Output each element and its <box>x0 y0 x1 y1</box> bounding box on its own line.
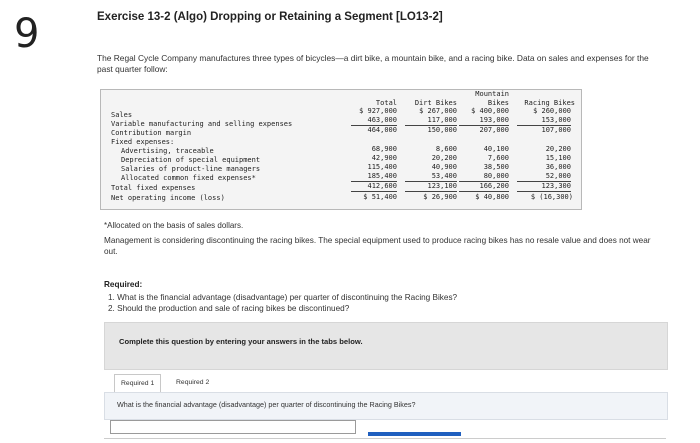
cell-mountain: 38,500 <box>483 163 509 171</box>
required-item-2: 2. Should the production and sale of racing bikes be discontinued? <box>108 304 350 313</box>
row-label: Advertising, traceable <box>121 147 214 155</box>
cell-dirt: 117,000 <box>405 116 457 126</box>
cell-racing: $ (16,300) <box>530 193 573 201</box>
cell-racing: 20,200 <box>545 145 571 153</box>
header-mountain-bottom: Bikes <box>487 99 509 107</box>
row-label: Total fixed expenses <box>111 184 196 192</box>
row-label: Net operating income (loss) <box>111 194 225 202</box>
cell-racing: 107,000 <box>541 126 571 134</box>
answer-label-field[interactable] <box>110 420 328 434</box>
tab-bar <box>104 374 666 393</box>
header-total: Total <box>375 99 397 107</box>
cell-dirt: 8,600 <box>435 145 457 153</box>
cell-mountain: 166,200 <box>459 182 509 192</box>
cell-mountain: 40,100 <box>483 145 509 153</box>
cell-mountain: 7,600 <box>487 154 509 162</box>
answer-value-field[interactable] <box>325 420 356 434</box>
intro-text: The Regal Cycle Company manufactures three types of bicycles—a dirt bike, a mountain bike, and a racing bike. Data on sales and expenses for the past quarter follow: <box>97 53 649 74</box>
scroll-indicator <box>368 432 461 436</box>
cell-total: 115,400 <box>367 163 397 171</box>
row-label: Depreciation of special equipment <box>121 156 261 164</box>
header-dirt: Dirt Bikes <box>414 99 457 107</box>
cell-mountain: 193,000 <box>459 116 509 126</box>
required-heading: Required: <box>104 280 143 289</box>
exercise-title: Exercise 13-2 (Algo) Dropping or Retaining a Segment [LO13-2] <box>97 11 443 23</box>
data-table <box>100 89 582 210</box>
cell-dirt: 150,000 <box>427 126 457 134</box>
tab-required-1[interactable]: Required 1 <box>114 374 161 393</box>
cell-racing: 36,000 <box>545 163 571 171</box>
cell-dirt: 53,400 <box>405 172 457 182</box>
row-label: Allocated common fixed expenses* <box>121 174 256 182</box>
cell-racing: 15,100 <box>545 154 571 162</box>
instruction-panel <box>104 322 668 370</box>
divider <box>104 438 666 439</box>
cell-total: 463,000 <box>351 116 397 126</box>
cell-total: 412,600 <box>351 182 397 192</box>
cell-dirt: $ 267,000 <box>419 107 457 115</box>
cell-total: $ 927,000 <box>359 107 397 115</box>
cell-total: 68,900 <box>371 145 397 153</box>
cell-dirt: $ 26,900 <box>423 193 457 201</box>
required-item-1: 1. What is the financial advantage (disadvantage) per quarter of discontinuing the Racing Bikes? <box>108 293 458 302</box>
cell-mountain: $ 40,800 <box>475 193 509 201</box>
question-prompt-panel <box>104 392 668 420</box>
cell-total: $ 51,400 <box>363 193 397 201</box>
row-label: Sales <box>111 111 133 119</box>
cell-racing: 123,300 <box>517 182 571 192</box>
cell-total: 185,400 <box>351 172 397 182</box>
cell-total: 464,000 <box>367 126 397 134</box>
header-racing: Racing Bikes <box>524 99 575 107</box>
cell-mountain: 80,000 <box>459 172 509 182</box>
row-label: Salaries of product-line managers <box>121 165 261 173</box>
cell-racing: $ 260,000 <box>533 107 571 115</box>
row-label: Contribution margin <box>111 129 192 137</box>
question-prompt: What is the financial advantage (disadvantage) per quarter of discontinuing the Racing Bikes? <box>117 400 416 409</box>
cell-racing: 52,000 <box>517 172 571 182</box>
cell-dirt: 20,200 <box>431 154 457 162</box>
cell-racing: 153,000 <box>517 116 571 126</box>
cell-mountain: $ 400,000 <box>471 107 509 115</box>
instruction-text: Complete this question by entering your answers in the tabs below. <box>119 337 363 346</box>
cell-mountain: 207,000 <box>479 126 509 134</box>
footnote: *Allocated on the basis of sales dollars. <box>104 221 244 230</box>
cell-dirt: 123,100 <box>405 182 457 192</box>
cell-dirt: 40,900 <box>431 163 457 171</box>
header-mountain-top: Mountain <box>475 90 509 98</box>
row-label: Variable manufacturing and selling expenses <box>111 120 293 128</box>
management-text: Management is considering discontinuing the racing bikes. The special equipment used to produce racing bikes has no resale value and does not wear out. <box>104 236 651 256</box>
tab-required-2[interactable]: Required 2 <box>176 379 210 386</box>
row-label: Fixed expenses: <box>111 138 175 146</box>
question-number: 9 <box>14 11 40 57</box>
cell-total: 42,900 <box>371 154 397 162</box>
